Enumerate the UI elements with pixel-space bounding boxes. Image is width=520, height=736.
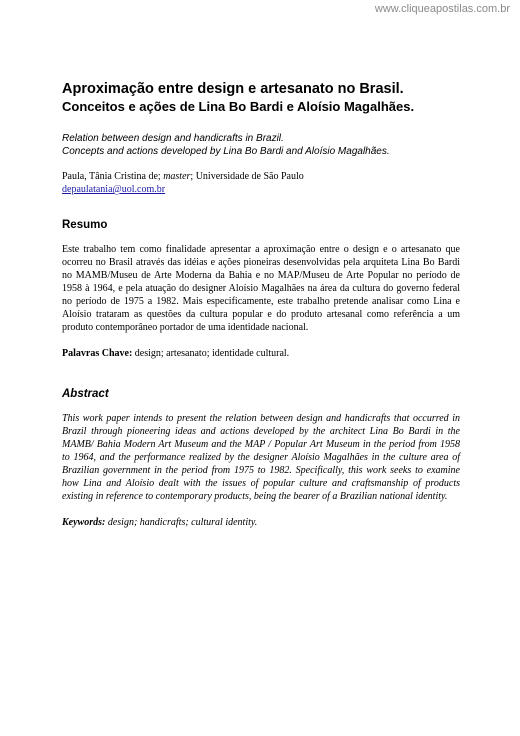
english-title-line-2: Concepts and actions developed by Lina Bo Bardi and Aloísio Magalhães.	[62, 146, 390, 157]
english-title-line-1: Relation between design and handicrafts in Brazil.	[62, 133, 284, 144]
abstract-keywords-label: Keywords:	[62, 517, 106, 528]
resumo-keywords	[62, 347, 460, 360]
abstract-heading: Abstract	[62, 388, 109, 400]
author-name: Paula, Tânia Cristina de;	[62, 171, 161, 182]
site-watermark: www.cliqueapostilas.com.br	[374, 3, 510, 15]
resumo-heading: Resumo	[62, 219, 108, 231]
author-email-link[interactable]: depaulatania@uol.com.br	[62, 184, 166, 195]
paper-title-line-2: Conceitos e ações de Lina Bo Bardi e Aloísio Magalhães.	[62, 99, 415, 114]
resumo-keywords-value: design; artesanato; identidade cultural.	[132, 348, 290, 359]
author-block	[62, 170, 460, 196]
abstract-text: This work paper intends to present the relation between design and handicrafts that occurred in Brazil through pioneering ideas and actions developed by the architect Lina Bo Bardi in the MAMB/ Bahia Modern Art Museum and the MAP / Popular Art Museum in the period from 1958 to 1964, and the performance realized by the designer Aloísio Magalhães in the culture area of Brazilian government in the period from 1975 to 1982. Specifically, this work seeks to examine how Lina and Aloísio dealt with the issues of popular culture and craftsmanship of products existing in reference to contemporary products, being the bearer of a Brazilian national identity.	[62, 413, 460, 502]
abstract-keywords-value: design; handicrafts; cultural identity.	[105, 517, 258, 528]
abstract-keywords	[62, 516, 460, 529]
paper-title	[62, 80, 460, 116]
author-degree: master	[163, 171, 191, 182]
resumo-keywords-label: Palavras Chave:	[62, 348, 133, 359]
english-title	[62, 132, 460, 158]
author-line	[62, 170, 460, 183]
document-page	[62, 80, 460, 529]
author-affiliation: ; Universidade de São Paulo	[190, 171, 304, 182]
paper-title-line-1: Aproximação entre design e artesanato no Brasil.	[62, 81, 404, 97]
resumo-text: Este trabalho tem como finalidade apresentar a aproximação entre o design e o artesanato que ocorreu no Brasil através das idéias e ações pioneiras desenvolvidas pela arquiteta Lina Bo Bardi no MAMB/Museu de Arte Moderna da Bahia e no MAP/Museu de Arte Popular no período de 1958 à 1964, e pela atuação do designer Aloísio Magalhães na área da cultura do governo federal no período de 1975 a 1982. Mais especificamente, este trabalho pretende analisar como Lina e Aloísio trataram as questões da cultura popular e do produto artesanal como referência a um produto contemporâneo portador de uma identidade nacional.	[62, 244, 460, 333]
